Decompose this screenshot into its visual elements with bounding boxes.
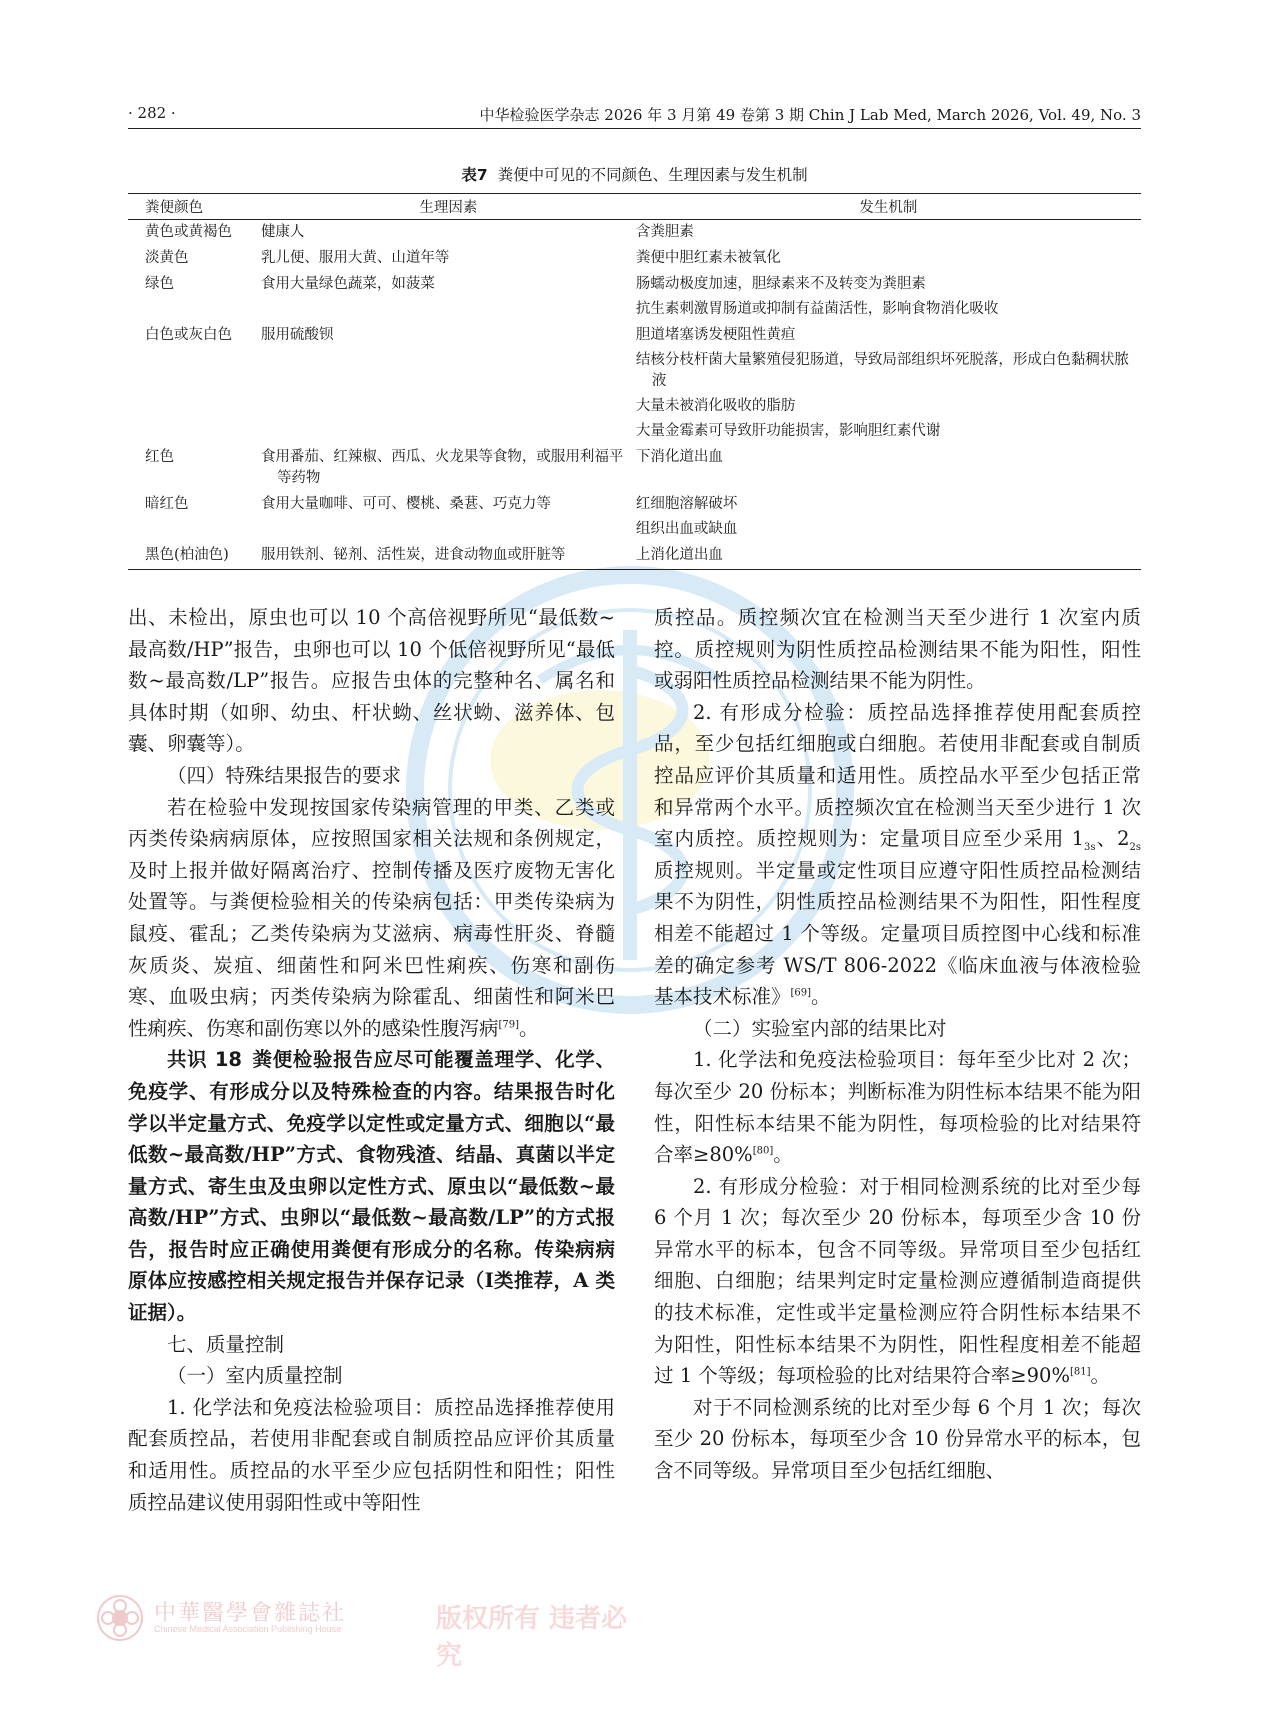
- cell-factor: 健康人: [260, 224, 305, 240]
- table-row: [128, 543, 1141, 570]
- cell-mechanism: [636, 492, 1141, 543]
- table-label: 表7: [461, 166, 488, 184]
- mechanism-line: 结核分枝杆菌大量繁殖侵犯肠道，导致局部组织坏死脱落，形成白色黏稠状脓液: [635, 352, 1129, 389]
- mechanism-line: 粪便中胆红素未被氧化: [635, 250, 781, 266]
- paragraph-text: 、2: [1095, 827, 1130, 851]
- section-heading: 七、质量控制: [167, 1332, 285, 1356]
- table-caption: [128, 163, 1141, 185]
- cell-factor: 服用铁剂、铋剂、活性炭，进食动物血或肝脏等: [261, 543, 636, 570]
- table-row: [128, 220, 1141, 247]
- consensus-text: 粪便检验报告应尽可能覆盖理学、化学、免疫学、有形成分以及特殊检查的内容。结果报告时化学以半定量方式、免疫学以定性或定量方式、细胞以“最低数~最高数/HP”方式、食物残渣、结晶、真菌以半定量方式、寄生虫及虫卵以定性方式、原虫以“最低数~最高数/HP”方式、虫卵以“最低数~最高数/LP”的方式报告，报告时应正确使用粪便有形成分的名称。传染病病原体应按感控相关规定报告并保存记录（Ⅰ类推荐，A 类证据）。: [128, 1048, 615, 1325]
- paragraph-end: 。: [811, 985, 831, 1009]
- publisher-flower-icon: [96, 1594, 144, 1642]
- citation-ref: [80]: [752, 1145, 774, 1157]
- table-title: 粪便中可见的不同颜色、生理因素与发生机制: [497, 166, 808, 184]
- paragraph: [128, 792, 615, 1045]
- paragraph: [654, 1171, 1141, 1392]
- paragraph-end: 。: [773, 1143, 793, 1167]
- cell-color: 黄色或黄褐色: [145, 224, 232, 240]
- paragraph-text: 2. 有形成分检验：质控品选择推荐使用配套质控品，至少包括红细胞或白细胞。若使用非配套或自制质控品应评价其质量和适用性。质控品水平至少包括正常和异常两个水平。质控频次宜在检测当天至少进行 1 次室内质控。质控规则为：定量项目应至少采用 1: [654, 700, 1141, 851]
- mechanism-line: 大量未被消化吸收的脂肪: [635, 398, 796, 414]
- cell-color: 绿色: [145, 276, 174, 292]
- cell-factor: 服用硫酸钡: [260, 327, 334, 343]
- paragraph-text: 若在检验中发现按国家传染病管理的甲类、乙类或丙类传染病病原体，应按照国家相关法规和条例规定，及时上报并做好隔离治疗、控制传播及医疗废物无害化处置等。与粪便检验相关的传染病包括：甲类传染病为鼠疫、霍乱；乙类传染病为艾滋病、病毒性肝炎、脊髓灰质炎、炭疽、细菌性和阿米巴性痢疾、伤寒和副伤寒、血吸虫病；丙类传染病为除霍乱、细菌性和阿米巴性痢疾、伤寒和副伤寒以外的感染性腹泻病: [128, 795, 615, 1040]
- mechanism-line: 含粪胆素: [635, 224, 694, 240]
- paragraph-text: 1. 化学法和免疫法检验项目：每年至少比对 2 次；每次至少 20 份标本；判断标准为阴性标本结果不能为阳性，阳性标本结果不能为阴性，每项检验的比对结果符合率≥80%: [654, 1048, 1141, 1167]
- cell-color: 暗红色: [145, 496, 189, 512]
- citation-ref: [79]: [498, 1019, 520, 1031]
- mechanism-line: 大量金霉素可导致肝功能损害，影响胆红素代谢: [635, 423, 941, 439]
- cell-factor: 食用大量咖啡、可可、樱桃、桑葚、巧克力等: [260, 496, 551, 512]
- body-column-left: [128, 602, 615, 1518]
- paragraph: 对于不同检测系统的比对至少每 6 个月 1 次；每次至少 20 份标本，每项至少含 10 份异常水平的标本，包含不同等级。异常项目至少包括红细胞、: [654, 1395, 1141, 1483]
- paragraph: [654, 697, 1141, 1013]
- cell-factor: 乳儿便、服用大黄、山道年等: [260, 250, 450, 266]
- citation-ref: [81]: [1069, 1366, 1091, 1378]
- paragraph: 1. 化学法和免疫法检验项目：质控品选择推荐使用配套质控品，若使用非配套或自制质控品应评价其质量和适用性。质控品的水平至少应包括阴性和阳性；阳性质控品建议使用弱阳性或中等阳性: [128, 1395, 615, 1514]
- cell-mechanism: [636, 445, 1141, 492]
- table-row: [128, 445, 1141, 492]
- cell-mechanism: [636, 272, 1141, 323]
- qc-rule-subscript: 3s: [1084, 842, 1096, 854]
- column-header-factor: 生理因素: [261, 194, 636, 220]
- mechanism-line: 胆道堵塞诱发梗阻性黄疸: [635, 327, 796, 343]
- paragraph: 出、未检出，原虫也可以 10 个高倍视野所见“最低数~最高数/HP”报告，虫卵也可以 10 个低倍视野所见“最低数~最高数/LP”报告。应报告虫体的完整种名、属名和具体时期（如卵、幼虫、杆状蚴、丝状蚴、滋养体、包囊、卵囊等）。: [128, 606, 615, 756]
- paragraph-text: 2. 有形成分检验：对于相同检测系统的比对至少每 6 个月 1 次；每次至少 20 份标本，每项至少含 10 份异常水平的标本，包含不同等级。异常项目至少包括红细胞、白细胞；结果判定时定量检测应遵循制造商提供的技术标准，定性或半定量检测应符合阴性标本结果不为阳性，阳性标本结果不为阴性，阳性程度相差不能超过 1 个等级；每项检验的比对结果符合率≥90%: [654, 1174, 1141, 1388]
- table-row: [128, 272, 1141, 323]
- mechanism-line: 红细胞溶解破坏: [635, 496, 738, 512]
- mechanism-line: 肠蠕动极度加速，胆绿素来不及转变为粪胆素: [635, 276, 926, 292]
- mechanism-line: 上消化道出血: [635, 547, 723, 563]
- paragraph-end: 。: [1090, 1364, 1111, 1388]
- paragraph: [654, 1044, 1141, 1170]
- mechanism-line: 组织出血或缺血: [635, 521, 738, 537]
- section-heading: （二）实验室内部的结果比对: [693, 1016, 947, 1040]
- cell-factor: 食用大量绿色蔬菜，如菠菜: [260, 276, 435, 292]
- table-header-row: [128, 194, 1141, 220]
- table-row: [128, 492, 1141, 543]
- publisher-name: 中華醫學會雜誌社: [154, 1601, 347, 1626]
- journal-citation: 中华检验医学杂志 2026 年 3 月第 49 卷第 3 期 Chin J Lab Med, March 2026, Vol. 49, No. 3: [479, 106, 1141, 124]
- paragraph-text: 质控规则。半定量或定性项目应遵守阳性质控品检测结果不为阴性，阴性质控品检测结果不为阳性，阳性程度相差不能超过 1 个等级。定量项目质控图中心线和标准差的确定参考 WS/T 806-2022《临床血液与体液检验基本技术标准》: [654, 858, 1141, 1009]
- publisher-logo: [96, 1590, 636, 1671]
- publisher-name-en: Chinese Medical Association Publishing House: [154, 1624, 342, 1634]
- cell-color: 淡黄色: [145, 250, 189, 266]
- cell-color: 红色: [145, 449, 174, 465]
- cell-color: 黑色(柏油色): [128, 543, 261, 570]
- column-header-mechanism: 发生机制: [636, 194, 1141, 220]
- cell-factor: [261, 445, 636, 492]
- table-row: [128, 323, 1141, 445]
- factor-text: 食用番茄、红辣椒、西瓜、火龙果等食物，或服用利福平等药物: [260, 449, 624, 486]
- table-row: [128, 246, 1141, 272]
- section-heading: （四）特殊结果报告的要求: [167, 763, 402, 787]
- copyright-notice: 版权所有 违者必究: [436, 1604, 628, 1671]
- stool-color-table: [128, 193, 1141, 570]
- cell-mechanism: [636, 246, 1141, 272]
- qc-rule-subscript: 2s: [1129, 842, 1141, 854]
- paragraph-end: 。: [519, 1016, 539, 1040]
- section-heading: （一）室内质量控制: [167, 1364, 343, 1388]
- consensus-statement: [128, 1044, 615, 1328]
- body-column-right: [654, 602, 1141, 1487]
- citation-ref: [69]: [790, 987, 812, 999]
- cell-mechanism: [636, 323, 1141, 445]
- mechanism-line: 抗生素刺激胃肠道或抑制有益菌活性，影响食物消化吸收: [635, 301, 999, 317]
- consensus-label: 共识 18: [167, 1048, 242, 1072]
- cell-mechanism: [636, 543, 1141, 570]
- page-number: · 282 ·: [128, 104, 176, 122]
- cell-color: 白色或灰白色: [145, 327, 232, 343]
- mechanism-line: 下消化道出血: [635, 449, 723, 465]
- column-header-color: 粪便颜色: [128, 194, 261, 220]
- paragraph: 质控品。质控频次宜在检测当天至少进行 1 次室内质控。质控规则为阴性质控品检测结果不能为阳性，阳性或弱阳性质控品检测结果不能为阴性。: [654, 606, 1141, 693]
- cell-mechanism: [636, 220, 1141, 247]
- running-header: [128, 104, 1141, 129]
